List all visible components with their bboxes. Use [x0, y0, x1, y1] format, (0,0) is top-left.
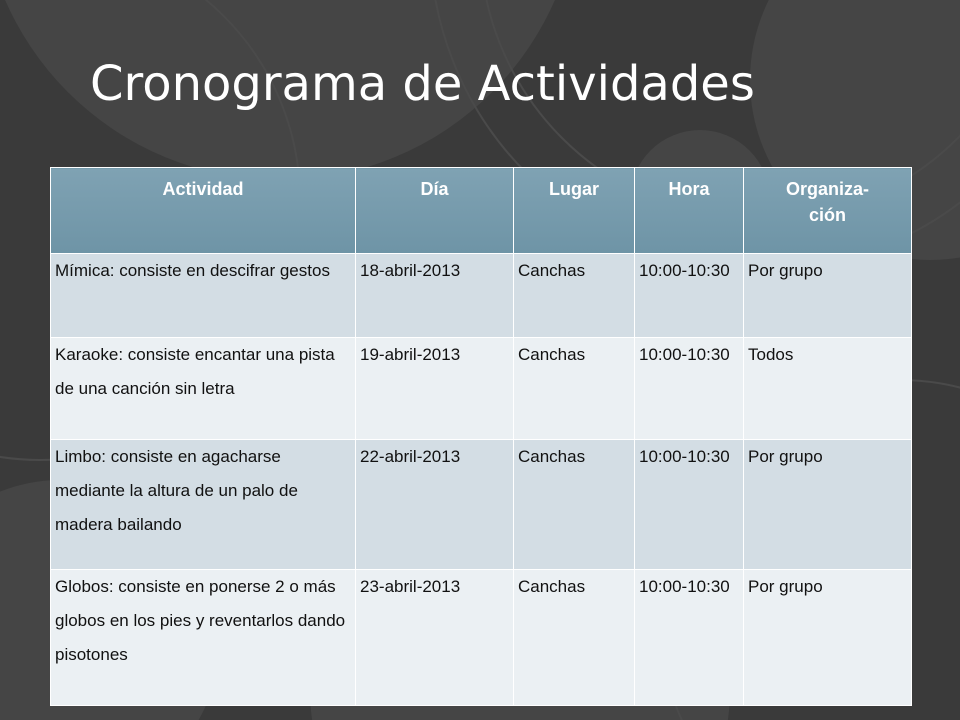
cell-hora: 10:00-10:30	[635, 338, 744, 440]
cell-lugar: Canchas	[514, 440, 635, 570]
cell-hora: 10:00-10:30	[635, 570, 744, 706]
cell-actividad: Karaoke: consiste encantar una pista de una canción sin letra	[51, 338, 356, 440]
table-row	[51, 570, 912, 706]
table-row	[51, 254, 912, 338]
slide-title: Cronograma de Actividades	[90, 56, 755, 112]
cell-lugar: Canchas	[514, 570, 635, 706]
header-dia: Día	[356, 168, 514, 254]
cell-actividad: Mímica: consiste en descifrar gestos	[51, 254, 356, 338]
cell-hora: 10:00-10:30	[635, 440, 744, 570]
cell-organizacion: Por grupo	[744, 254, 912, 338]
activity-schedule-table	[50, 167, 912, 706]
cell-actividad: Globos: consiste en ponerse 2 o más globos en los pies y reventarlos dando pisotones	[51, 570, 356, 706]
table-row	[51, 338, 912, 440]
cell-lugar: Canchas	[514, 254, 635, 338]
cell-organizacion: Por grupo	[744, 440, 912, 570]
cell-dia: 22-abril-2013	[356, 440, 514, 570]
cell-organizacion: Por grupo	[744, 570, 912, 706]
header-lugar: Lugar	[514, 168, 635, 254]
cell-actividad: Limbo: consiste en agacharse mediante la altura de un palo de madera bailando	[51, 440, 356, 570]
cell-dia: 18-abril-2013	[356, 254, 514, 338]
cell-dia: 23-abril-2013	[356, 570, 514, 706]
cell-dia: 19-abril-2013	[356, 338, 514, 440]
table-header-row	[51, 168, 912, 254]
cell-organizacion: Todos	[744, 338, 912, 440]
header-organizacion: Organiza- ción	[744, 168, 912, 254]
cell-hora: 10:00-10:30	[635, 254, 744, 338]
table-row	[51, 440, 912, 570]
header-hora: Hora	[635, 168, 744, 254]
cell-lugar: Canchas	[514, 338, 635, 440]
header-actividad: Actividad	[51, 168, 356, 254]
